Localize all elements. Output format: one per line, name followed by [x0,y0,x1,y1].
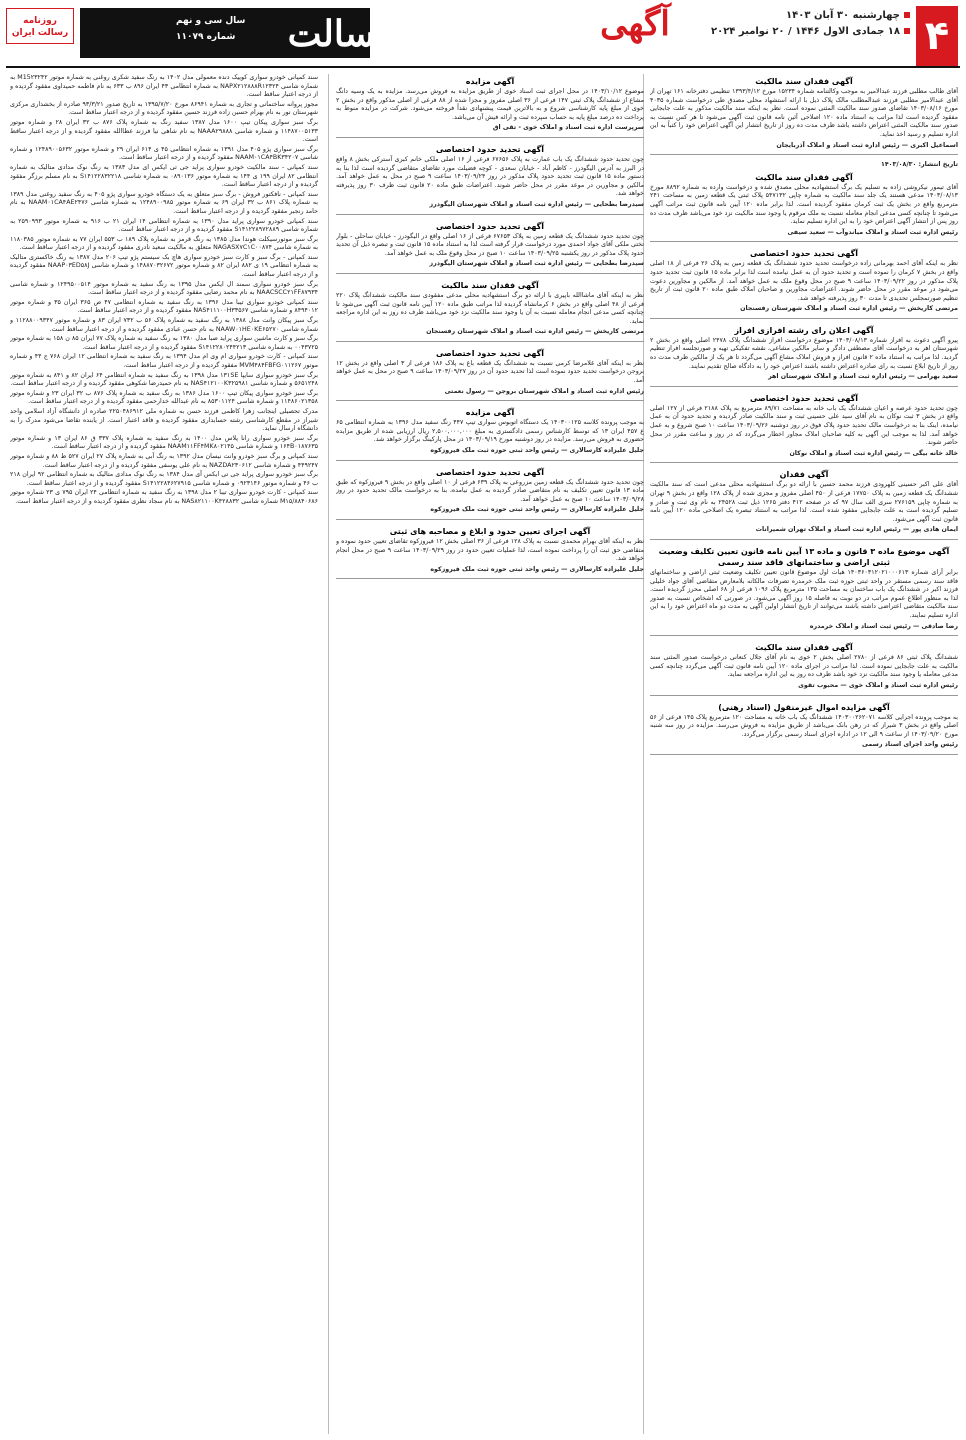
notice-body: سند کمپانی و برگ سبز خودرو وانت نیسان مدل ۱۳۹۲ به رنگ آبی به شماره پلاک ۲۷ ایران ۵۲۷ ط ۸۸ و شماره موتور ۴۴۹۲۴۷ و شماره شاسی NAZDA۲۳۰۶۱۲ به نام علی یوسفی مفقود گردیده و از درجه اعتبار ساقط است. [10,452,318,469]
notice-signature: مرتضی کاریخش — رئیس اداره ثبت اسناد و املاک شهرستان رفسنجان [426,328,644,336]
notice-block [650,642,958,695]
notice-signature: اسماعیل اکبری — رئیس اداره ثبت اسناد و املاک آذربایجان [776,141,958,149]
notice-signature: رئیس اداره ثبت اسناد و املاک میاندوآب — سعید سیفی [787,228,958,236]
notice-body: برگ سبز پیکان وانت مدل ۱۳۸۸ به رنگ سفید به شماره پلاک ۵۶ ب ۷۳۲ ایران ۸۳ و شماره موتور ۱۱۲۸۸۰۰۹۳۴۷ و شماره شاسی NAAW۰۱HE۰KE۶۵۲۷۰ به نام حسن عبادی مفقود گردیده و از درجه اعتبار ساقط است. [10,317,318,333]
column-middle [336,74,644,1434]
notice-block [650,248,958,319]
notice-block [650,76,958,155]
notice-body: برگ سبز و کارت ماشین سواری پراید صبا مدل ۱۳۸۰ به رنگ سفید به شماره پلاک ۷۷ ایران ۸۵ ن ۱۵۸ به شماره موتور ۰۰۴۳۷۲۵ به شماره شاسی S۱۴۱۲۲۸۰۲۴۴۲۱۳ مفقود گردیده و از درجه اعتبار ساقط است. [10,335,318,351]
notice-block [336,348,644,401]
notice-block [336,221,644,274]
notice-separator [336,273,644,274]
notice-signature: سعید بهرامی — رئیس اداره ثبت اسناد و املاک شهرستان اهر [768,373,958,381]
classified-item [10,164,318,190]
notice-title: آگهی مزایده [465,77,515,86]
date-line-2: ۱۸ جمادی الاول ۱۴۴۶ / ۲۰ نوامبر ۲۰۲۴ [711,26,910,37]
notice-body: مدرک تحصیلی اینجانب زهرا کاظمی فرزند حسن به شماره ملی ۲۲۵۰۴۸۶۹۱۲ صادره از دانشگاه آزاد اسلامی واحد شیراز در مقطع کارشناسی رشته حسابداری مفقود گردیده و فاقد اعتبار است. از یابنده تقاضا می‌شود مدرک را به دانشگاه ارسال نماید. [10,407,318,433]
classified-item [10,146,318,163]
notice-block [336,280,644,342]
classified-item [10,236,318,253]
notice-body: نظر به اینکه آقای بهرام محمدی نسبت به پلاک ۱۲۸ فرعی از ۳۶ اصلی بخش ۱۲ فیروزکوه تقاضای تعیین حدود نموده و متقاضی حق ثبت آن را پرداخت نموده است، لذا عملیات تعیین حدود در روز ۱۴۰۳/۰۹/۲۹ ساعت ۹ صبح در محل انجام خواهد شد. [336,538,644,563]
notice-title: آگهی تحدید حدود اختصاصی [435,144,545,154]
notice-body: چون تحدید حدود ششدانگ یک قطعه زمین به پلاک ۶۷۶۵۳ فرعی از ۱۶ اصلی واقع در الیگودرز - خیابان ساحلی - بلوار تختی ملکی آقای جواد احمدی مورد درخواست قرار گرفته است لذا به استناد ماده ۱۵ قانون ثبت و تبصره ذیل آن تحدید حدود پلاک مذکور در روز یکشنبه ۱۴۰۳/۰۹/۲۵ ساعت ۱۰ صبح در محل وقوع ملک به عمل خواهد آمد. [336,232,644,257]
notice-separator [650,539,958,540]
notice-body: برگ سبز سواری پیکان تیپ ۱۶۰۰ مدل ۱۳۸۷ سفید رنگ به شماره پلاک ۸۷۶ ب ۳۲ ایران ۲۸ و شماره موتور ۱۱۴۸۷۰۰۵۱۳۳ و شماره شاسی NAAA۲۹۸۸۸ به نام شاهی نیا فرزند عطاالله مفقود گردیده و از درجه اعتبار ساقط است. [10,118,318,144]
notice-separator [336,578,644,579]
classified-item [10,101,318,118]
notice-body: نظر به اینکه آقای احمد بهرمانی زاده درخواست تحدید حدود ششدانگ یک قطعه زمین به پلاک ۲۶ فرعی از ۱۸ اصلی واقع در بخش ۷ کرمان را نموده است و تحدید حدود آن به عمل نیامده است لذا برابر ماده ۱۵ قانون ثبت تحدید حدود پلاک مذکور در روز ۱۴۰۳/۰۹/۲۲ ساعت ۹ صبح در محل وقوع ملک به عمل خواهد آمد. از مالکین و مجاورین دعوت می‌شود در موعد مقرر در محل حاضر شوند. اعتراضات مجاورین و صاحبان املاک طبق ماده ۲۰ قانون ثبت از تاریخ تنظیم صورتمجلس تحدیدی تا مدت ۳۰ روز پذیرفته خواهد شد. [650,260,958,302]
brand-name: رسالت [287,13,393,55]
notice-signature: رئیس واحد اجرای اسناد رسمی [862,741,958,749]
notice-separator [650,754,958,755]
notice-signature: سیدرضا بطحایی — رئیس اداره ثبت اسناد و املاک شهرستان الیگودرز [429,200,644,208]
notice-separator [336,460,644,461]
notice-body: آقای علی اکبر حسینی کلهرودی فرزند محمد حسین با ارائه دو برگ استشهادیه محلی مدعی است که سند مالکیت ششدانگ یک قطعه زمین به پلاک ۱۷۷۵۰ فرعی از ۴۵۰ اصلی مفروز و مجزی شده از پلاک ۱۲۸ واقع در بخش ۹ تهران به شماره چاپی ۲۷۶۱۵۹ سری الف سال ۹۷ که در صفحه ۴۱۲ دفتر ۱۲۶۵ ذیل ثبت ۲۴۵۲۸ به نام وی ثبت و صادر و تسلیم گردیده است به علت جابجایی مفقود شده است. لذا مراتب به استناد تبصره یک اصلاحی ماده ۱۲۰ آیین نامه قانون ثبت آگهی می‌شود. [650,481,958,523]
notice-separator [650,462,958,463]
notice-title: آگهی فقدان سند مالکیت [755,77,853,86]
publish-date: تاریخ انتشار: ۱۴۰۳/۰۸/۳۰ [880,161,958,169]
column-divider [328,74,329,1434]
notice-block [650,393,958,464]
notice-block [336,467,644,520]
issue-number: شماره ۱۱۰۷۹ [176,32,236,42]
notice-separator [650,318,958,319]
notice-block [650,702,958,755]
notice-body: سند کمپانی - کارت خودرو سواری ام وی ام مدل ۱۳۹۴ به رنگ سفید به شماره انتظامی ۱۲ ایران ۷۶۸ ج ۴۴ و شماره موتور MVM۴۸۴FBFG۰۱۱۲۶۷ مفقود گردیده و از درجه اعتبار ساقط است. [10,353,318,369]
bullet-square-icon [904,12,910,18]
notice-body: موضوع ۱۴۰۳/۱۰/۱۲ در محل اجرای ثبت اسناد خوی از طریق مزایده به فروش می‌رسد. مزایده به یک وسیه دانگ مشاع از ششدانگ پلاک ثبتی ۱۴۷ فرعی از ۳۶ اصلی مفروز و مجزا شده از ۸۸ فرعی از اصلی مذکور واقع در بخش ۲ خوی از مبلغ پایه کارشناسی شروع و به بالاترین قیمت پیشنهادی نقداً فروخته می‌شود. شرکت در مزایده منوط به پرداخت ده درصد مبلغ پایه به حساب سپرده ثبت و ارائه فیش آن می‌باشد. [336,88,644,121]
classified-item [10,299,318,316]
notice-body: آقای تیمور نیکروشی زاده به تسلیم یک برگ استشهادیه محلی مصدق شده و درخواست وارده به شماره ۸۸۹۲ مورخ ۱۴۰۳/۰۸/۱۳ مدعی هستند یک جلد سند مالکیت به شماره چاپی ۵۴۷۱۳۲ پلاک ثبتی یک قطعه زمین به مساحت ۲۴۱ مترمربع واقع در بخش یک ثبت کرمان مفقود گردیده است. لذا برابر ماده ۱۲۰ آیین نامه قانون ثبت مراتب آگهی می‌شود تا چنانچه کسی مدعی انجام معامله نسبت به ملک مرقوم یا وجود سند مالکیت نزد خود می‌باشد ظرف مدت ده روز پس از انتشار آگهی اعتراض خود را به این اداره تسلیم نماید. [650,183,958,226]
notice-body: برگ سبز خودرو سواری پراید جی تی ایکس آی مدل ۱۳۸۴ به رنگ نوک مدادی متالیک به شماره انتظامی ۹۲ ایران ۲۱۸ ب ۴۶ و شماره موتور ۰۹۲۳۱۴۶ و شماره شاسی S۱۴۱۲۲۸۴۶۲۷۹۱۵ مفقود گردیده و از درجه اعتبار ساقط است. [10,471,318,487]
notice-signature: جلیل علیزاده کارسالاری — رئیس واحد ثبتی حوزه ثبت ملک فیروزکوه [430,447,644,455]
notice-block [336,76,644,138]
notice-body: چون تحدید حدود عرصه و اعیان ششدانگ یک باب خانه به مساحت ۸۹/۷۱ مترمربع به پلاک ۲۱۸۸ فرعی از ۱۲۷ اصلی واقع در بخش ۳ ثبت نوکان به نام آقای سید علی حسینی ثبت و سند مالکیت صادر گردیده و تحدید حدود آن به عمل نیامده، اینک بنا به درخواست مالک تحدید حدود پلاک فوق در روز دوشنبه ۱۴۰۳/۰۹/۲۶ ساعت ۱۰ صبح شروع و به عمل خواهد آمد. لذا به موجب این آگهی به کلیه صاحبان املاک مجاور اخطار می‌گردد که در روز و ساعت مقرر در محل حاضر شوند. [650,404,958,447]
notice-title: آگهی تحدید حدود اختصاصی [435,348,545,358]
page-number: ۴ [916,6,958,66]
notice-separator [336,400,644,401]
notice-body: سند کمپانی - کارت خودرو سواری تیبا ۲ مدل ۱۳۹۸ به رنگ سفید به شماره انتظامی ۲۴ ایران ۷۹۵ ی ۲۳ شماره موتور M۱۵/۸۸۴۰۶۸۶ شماره شاسی NAS۸۲۱۱۰۰K۴۲۸۸۳۲ به نام سجاد نظری مفقود گردیده و از درجه اعتبار ساقط است. [10,489,318,505]
notice-signature: سرپرست اداره ثبت اسناد و املاک خوی - تقی اق [492,124,644,132]
notice-body: برگ سبز خودرو سواری سمند ال ایکس مدل ۱۳۹۵ به رنگ سفید به شماره موتور ۱۲۴۹۵۰۰۵۱۴ و شماره شاسی NAACSCC۲۱FF۸۷۹۳۴ به نام محمد رضایی مفقود گردیده و از درجه اعتبار ساقط است. [10,280,318,297]
page-header [0,0,966,74]
notice-signature: خالد خانه بیگی — رئیس اداره ثبت اسناد و املاک نوکان [789,449,958,457]
masthead-bar [80,8,393,58]
classified-item [10,353,318,370]
notice-signature: جلیل علیزاده کارسالاری — رئیس واحد ثبتی حوزه ثبت ملک فیروزکوه [430,565,644,573]
notice-body: سند کمپانی - برگ سبز و کارت سبز خودرو سواری هاچ بک سیستم پژو تیپ ۲۰۶ مدل ۱۳۸۷ به رنگ خاکستری متالیک به شماره انتظامی ۱۹ ی ۸۸۲ ایران ۸۲ و شماره موتور ۱۴۸۸۷۰۳۲۶۷۲ و شماره شاسی NAAP۰۳ED۵۸J مفقود گردیده و از درجه اعتبار ساقط است. [10,253,318,279]
header-rule [6,66,960,68]
classified-item [10,74,318,100]
notice-body: برگ سبز خودرو سواری رانا پلاس مدل ۱۴۰۰ به رنگ سفید به شماره پلاک ۳۳۷ ق ۸۶ ایران ۱۳ و شماره موتور ۱۶۴B۰۱۸۷۶۳۵ و شماره شاسی NAAM۱۱FF۴MK۸۰۲۱۴۵ مفقود گردیده و از درجه اعتبار ساقط است. [10,434,318,451]
notice-block [650,546,958,636]
notice-body: برگ سبز موتورسیکلت هوندا مدل ۱۳۸۵ به رنگ قرمز به شماره پلاک ۱۸۹ ب ۵۵۳ ایران ۷۷ به شماره موتور ۱۱۸۰۳۸۵ به شماره شاسی NAGASX۷C۱C۰۰۸۷۴ متعلق به مالکیت سعید نادری مفقود گردیده و از درجه اعتبار ساقط است. [10,235,318,252]
notice-signature: رئیس اداره ثبت اسناد و املاک شهرستان بروجن — رسول نعمتی [444,387,644,395]
classified-item [10,408,318,434]
notice-block [650,325,958,387]
classified-item [10,335,318,352]
notice-signature: رئیس اداره ثبت اسناد و املاک خوی — محبوب تقوی [798,681,958,689]
column-left [10,74,318,1434]
notice-title: آگهی تحدید حدود اختصاصی [435,467,545,477]
notice-body: سند کمپانی - سند مالکیت خودرو سواری پراید جی تی ایکس ای مدل ۱۳۸۳ به رنگ نوک مدادی متالیک به شماره انتظامی ۸۲ ایران ۱۹۹ ی ۱۴۴ به شماره موتور ۰۸۹۰۱۳۶ به شماره شاسی S۱۴۱۲۲۸۳۲۲۱۸ به نام مسلم برزگر مفقود گردیده و از درجه اعتبار ساقط است. [10,163,318,189]
notice-title: آگهی تحدید حدود اختصاصی [749,249,859,259]
notice-body: سند کمپانی - نافکتور فروش - برگ سبز متعلق به یک دستگاه خودرو سواری پژو ۴۰۵ به رنگ سفید روغنی مدل ۱۳۸۹ به شماره پلاک ۸۶۱ ب ۳۲ ایران ۶۹ به شماره موتور ۱۲۴۸۹۰۰۹۸۵ به شماره شاسی NAAM۰۱CA۴AE۲۴۷۶ به نام حامد رنجبر مفقود گردیده و از درجه اعتبار ساقط است. [10,190,318,215]
notice-signature: مرتضی کاریخش — رئیس اداره ثبت اسناد و املاک شهرستان رفسنجان [740,305,958,313]
notice-signature: سیدرضا بطحایی — رئیس اداره ثبت اسناد و املاک شهرستان الیگودرز [429,260,644,268]
notice-separator [650,241,958,242]
notice-body: سند کمپانی خودرو سواری تیبا مدل ۱۳۹۶ به رنگ سفید به شماره انتظامی ۴۷ ص ۳۶۵ ایران ۳۵ و شماره موتور ۸۴۹۴۰۱۲ و شماره شاسی NAS۴۱۱۱۰۰H۳۳۵۶۷ مفقود گردیده و از درجه اعتبار ساقط است. [10,298,318,315]
notice-body: به موجب پرونده اجرایی کلاسه ۱۴۰۳۰۰۲۶۲۰۷۱ ششدانگ یک باب خانه به مساحت ۱۲۰ مترمربع پلاک ۱۴۵ فرعی از ۵۶ اصلی واقع در بخش ۳ شیراز که در رهن بانک می‌باشد از طریق مزایده به فروش می‌رسد. مزایده در روز سه شنبه مورخ ۱۴۰۳/۰۹/۲۰ از ساعت ۹ الی ۱۲ در اداره اجرای اسناد رسمی برگزار می‌گردد. [650,713,958,738]
notice-signature: ایمان هادی پور — رئیس اداره ثبت اسناد و املاک تهران شمیرانات [755,526,958,534]
classified-item [10,218,318,235]
section-title: آگهی [600,4,670,44]
notice-signature: رضا صادقی — رئیس ثبت اسناد و املاک خرمدره [809,622,958,630]
notice-block [336,407,644,460]
bullet-square-icon [904,28,910,34]
notice-signature: جلیل علیزاده کارسالاری — رئیس واحد ثبتی حوزه ثبت ملک فیروزکوه [430,506,644,514]
classified-item [10,453,318,470]
notice-separator [336,341,644,342]
notice-separator [336,214,644,215]
notice-title: آگهی اعلان رای رشته افرازی افراز [734,325,874,335]
classified-item [10,119,318,145]
notice-body: سند کمپانی خودرو سواری پراید مدل ۱۳۹۰ به شماره انتظامی ۱۴ ایران ۲۱ ب ۹۱۶ به شماره موتور ۲۵۹۰۹۹۳ به شماره شاسی S۱۴۱۲۲۸۹۷۲۸۸۹ مفقود گردیده و از درجه اعتبار ساقط است. [10,217,318,234]
classified-item [10,471,318,488]
notice-body: به موجب پرونده کلاسه ۱۴۰۳۰۰۱۲۵ یک دستگاه اتوبوس سواری تیپ ۴۴۷ رنگ سفید مدل ۱۳۹۶ به شماره انتظامی ۶۵ ع ۴۵۷ ایران ۱۳ که توسط کارشناس رسمی دادگستری به مبلغ ۲,۵۰۰,۰۰۰,۰۰۰ ریال ارزیابی شده از طریق مزایده حضوری به فروش می‌رسد. مزایده در روز دوشنبه مورخ ۱۴۰۳/۰۹/۱۹ در محل پارکینگ برگزار خواهد شد. [336,419,644,444]
notice-body: سند کمپانی خودرو سواری کوییک دنده معمولی مدل ۱۴۰۲ به رنگ سفید شکری روغنی به شماره موتور M15۲۳۲۴۲ به شماره شاسی NAPX۲۱۲۸۸۸R۱۲۳۲۴ به شماره انتظامی ۴۳ ایران ۸۹۶ ب ۶۳۳ به نام فاطمه حمیداوی مفقود گردیده و از درجه اعتبار ساقط است. [10,74,318,99]
classified-item [10,254,318,280]
notice-body: آقای طالب مطلبی فرزند عبدالامیر به موجب وکالتنامه شماره ۱۵۲۳۴ مورخ ۱۳۹۳/۴/۱۲ تنظیمی دفترخانه ۱۶۱ تهران از آقای عبدالامیر مطلبی فرزند عبدالمطلب مالک پلاک ذیل با ارائه استشهاد محلی مصدق طی درخواست شماره ۴۰۳۵ مورخ ۱۴۰۳/۰۸/۱۶ تقاضای صدور سند مالکیت المثنی نموده است. نظر به اینکه سند مالکیت مذکور به علت جابجایی مفقود گردیده است لذا مراتب به استناد ماده ۱۲۰ اصلاحی آئین نامه قانون ثبت آگهی می‌شود تا هر کس نسبت به صدور سند مالکیت المثنی اعتراض داشته باشد ظرف مدت ده روز از تاریخ انتشار این آگهی اعتراض خود را کتباً به این اداره تسلیم و رسید اخذ نماید. [650,88,958,138]
notice-title: آگهی فقدان [779,470,829,480]
notice-title: آگهی فقدان سند مالکیت [755,172,853,182]
notice-body: برگ سبز خودرو سواری سایپا ۱۳۱SE مدل ۱۳۹۸ به رنگ سفید به شماره انتظامی ۶۴ ایران ۸۲ و ۸۴۱ به شماره موتور ۵۶۵۱۲۴۸ و شماره شاسی NAS۴۱۲۱۰۰K۳۲۵۹۸۱ به نام حمیدرضا شکوهی مفقود گردیده و از درجه اعتبار ساقط است. [10,371,318,388]
issue-year: سال سی و نهم [176,16,246,26]
date-line-1: چهارشنبه ۳۰ آبان ۱۴۰۳ [786,10,910,21]
notice-body: مجوز پروانه ساختمانی و تجاری به شماره ۸۶۹۴۱ مورخ ۱۳۹۵/۷/۲۰ به تاریخ صدور ۹۳/۳/۲۱ صادره از بخشداری مرکزی شهرستان نور به نام بهرام حسین زاده فرزند حسین مفقود گردیده و از درجه اعتبار ساقط است. [10,100,318,117]
notice-title: آگهی مزایده اموال غیرمنقول (اسناد رهنی) [718,702,890,712]
notice-body: چون تحدید حدود ششدانگ یک باب عمارت به پلاک ۶۷۶۵۶ فرعی از ۱۶ اصلی ملکی خانم کبری آسترکی بخش ۸ واقع در البرز به آدرس الیگودرز - کاظم آباد - خیابان سعدی - کوچه فضیلت مورد تقاضای متقاضی گردیده است لذا بنا به دستور ماده ۱۵ قانون ثبت تحدید حدود پلاک مذکور در روز ۱۴۰۳/۰۹/۲۴ ساعت ۹ صبح در محل به عمل خواهد آمد. مالکین و مجاورین در موعد مقرر در محل حاضر شوند. اعتراضات طبق ماده ۲۰ قانون ثبت ظرف ۳۰ روز پذیرفته خواهد شد. [336,155,644,198]
notice-body: نظر به اینکه آقای غلامرضا کرمی نسبت به ششدانگ یک قطعه باغ به پلاک ۱۸۶ فرعی از ۳ اصلی واقع در بخش ۱۲ بروجن درخواست تحدید حدود نموده است لذا تحدید حدود آن در روز ۱۴۰۳/۰۹/۲۷ ساعت ۹ صبح در محل به عمل خواهد آمد. [336,359,644,385]
notice-body: برگ سبز سواری پژو ۴۰۵ مدل ۱۳۹۱ به شماره انتظامی ۴۵ ی ۶۱۴ ایران ۲۹ و شماره موتور ۱۲۴۸۹۰۰۵۶۳۲ و شماره شاسی NAAM۰۱CA۴BK۳۴۲۰۷ مفقود گردیده و از درجه اعتبار ساقط است. [10,145,318,162]
notice-title: آگهی فقدان سند مالکیت [755,643,853,653]
notice-separator [650,386,958,387]
notice-body: پیرو آگهی دعوت به افراز شماره ۱۴۰۳/۰۸/۱۳ موضوع درخواست افراز ششدانگ پلاک ۲۴۷۸ اصلی واقع در بخش ۲ شهرستان اهر به درخواست آقای مصطفی دادگر و سایر مالکین مشاعی، نقشه تفکیکی تهیه و صورتجلسه افراز تنظیم گردید. لذا مراتب به استناد ماده ۲ قانون افراز و فروش املاک مشاع آگهی می‌گردد تا هر یک از مالکین ظرف مدت ده روز از تاریخ ابلاغ نسبت به رای صادره اعتراض داشته باشند اعتراض خود را به دادگاه صالح تقدیم نمایند. [650,336,958,370]
notice-block [650,469,958,540]
notice-separator [336,137,644,138]
classified-item [10,390,318,407]
notice-block [650,172,958,243]
newspaper-logo: روزنامه رسالت ایران [6,8,74,44]
notice-body: برابر آرای شماره ۱۴۰۳۶۰۳۱۲۰۲۱۰۰۰۶۱۳ هیات اول موضوع قانون تعیین تکلیف وضعیت ثبتی اراضی و ساختمانهای فاقد سند رسمی مستقر در واحد ثبتی حوزه ثبت ملک خرمدره تصرفات مالکانه بلامعارض متقاضی آقای جواد خلیلی فرزند اکبر در ششدانگ یک باب ساختمان به مساحت ۱۳۵ مترمربع پلاک ۱۰۹۶ فرعی از ۶۸ اصلی محرز گردیده است. لذا به منظور اطلاع عموم مراتب در دو نوبت به فاصله ۱۵ روز آگهی می‌شود. در صورتی که اشخاص نسبت به صدور سند مالکیت متقاضی اعتراضی داشته باشند می‌توانند از تاریخ انتشار اولین آگهی به مدت دو ماه اعتراض خود را به این اداره تسلیم نمایند. [650,568,958,619]
notice-block [336,526,644,579]
classified-item [10,191,318,217]
notice-title: آگهی موضوع ماده ۳ قانون و ماده ۱۳ آیین نامه قانون تعیین تکلیف وضعیت ثبتی اراضی و ساختمانهای فاقد سند رسمی [658,546,950,567]
classified-item [10,372,318,389]
notice-body: برگ سبز خودرو سواری پیکان تیپ ۱۶۰۰ مدل ۱۳۸۶ به رنگ سفید به شماره پلاک ۸۷۶ ب ۳۲ ایران ۲۳ و شماره موتور ۱۱۴۸۶۰۲۱۳۵۸ و شماره شاسی ۸۵۳۰۱۱۲۴ به نام عبدالله خدارحمی مفقود گردیده و از درجه اعتبار ساقط است. [10,389,318,406]
column-right [650,74,958,1434]
notice-separator [650,635,958,636]
notice-title: آگهی اجرای تعیین حدود و ابلاغ و مصاحبه های ثبتی [389,527,591,536]
notice-block [336,144,644,215]
notice-body: نظر به اینکه آقای ماشاالله باپیری با ارائه دو برگ استشهادیه محلی مدعی مفقودی سند مالکیت ششدانگ پلاک ۲۲۰ فرعی از ۴۸ اصلی واقع در بخش ۶ کرمانشاه گردیده لذا مراتب طبق ماده ۱۲۰ آیین نامه قانون ثبت آگهی می‌شود تا چنانچه کسی مدعی انجام معامله نسبت به آن یا وجود سند مالکیت نزد خود می‌باشد ظرف ده روز به این اداره مراجعه نماید. [336,291,644,325]
notice-title: آگهی تحدید حدود اختصاصی [435,221,545,231]
notice-title: آگهی تحدید حدود اختصاصی [749,393,859,403]
notice-separator [650,154,958,155]
notice-body: ششدانگ پلاک ثبتی ۸۶ فرعی از ۲۷۸۰ اصلی بخش ۲ خوی به نام آقای جلال کنعانی درخواست صدور المثنی سند مالکیت به علت جابجایی نموده است. لذا مراتب در اجرای ماده ۱۲۰ آیین نامه قانون ثبت آگهی می‌گردد چنانچه کسی مدعی معامله یا وجود سند مالکیت نزد خود باشد ظرف ده روز به این اداره مراجعه نماید. [650,654,958,679]
notice-title: آگهی مزایده [465,408,515,418]
classified-item [10,317,318,334]
classified-item [10,281,318,298]
notice-title: آگهی فقدان سند مالکیت [441,280,539,290]
classified-item [10,489,318,506]
notice-body: چون تحدید حدود ششدانگ یک قطعه زمین مزروعی به پلاک ۶۳۹ فرعی از ۱۰ اصلی واقع در بخش ۹ فیروزکوه که طبق ماده ۱۳ قانون تعیین تکلیف به نام متقاضی صادر گردیده به عمل نیامده، بنا به درخواست مالک تحدید حدود در روز ۱۴۰۳/۰۹/۲۸ ساعت ۱۰ صبح به عمل خواهد آمد. [336,478,644,503]
classified-item [10,435,318,452]
notice-separator [336,519,644,520]
notice-separator [650,695,958,696]
